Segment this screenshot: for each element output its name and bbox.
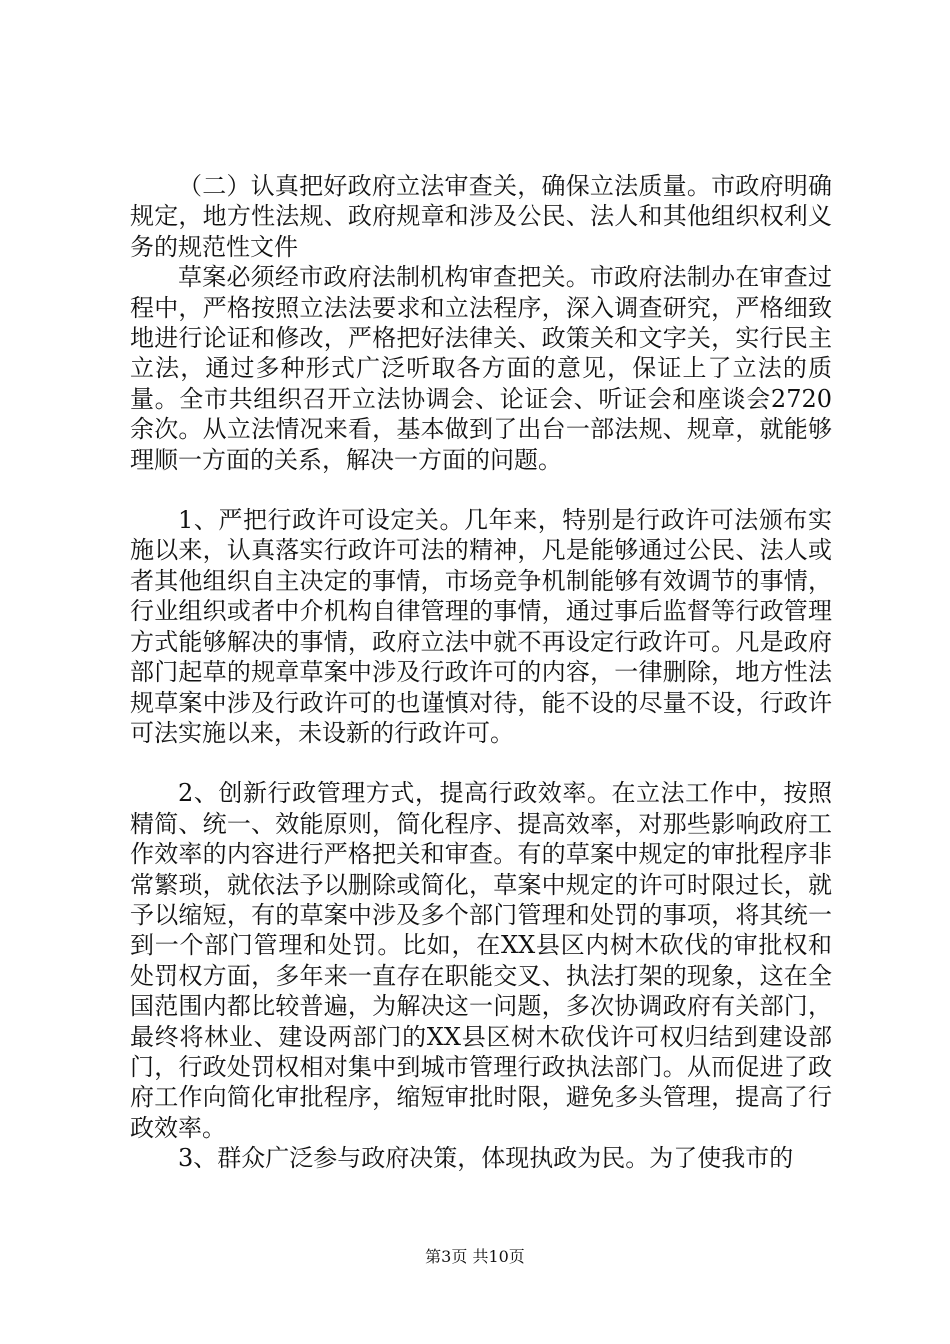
body-text xyxy=(130,171,832,1174)
paragraph-item-2: 2、创新行政管理方式，提高行政效率。在立法工作中，按照精简、统一、效能原则，简化程序、提高效率，对那些影响政府工作效率的内容进行严格把关和审查。有的草案中规定的审批程序非常繁琐，就依法予以删除或简化，草案中规定的许可时限过长，就予以缩短，有的草案中涉及多个部门管理和处罚的事项，将其统一到一个部门管理和处罚。比如，在XX县区内树木砍伐的审批权和处罚权方面，多年来一直存在职能交叉、执法打架的现象，这在全国范围内都比较普遍，为解决这一问题，多次协调政府有关部门，最终将林业、建设两部门的XX县区树木砍伐许可权归结到建设部门，行政处罚权相对集中到城市管理行政执法部门。从而促进了政府工作向简化审批程序，缩短审批时限，避免多头管理，提高了行政效率。 xyxy=(130,779,832,1142)
paragraph-review-process: 草案必须经市政府法制机构审查把关。市政府法制办在审查过程中，严格按照立法法要求和立法程序，深入调查研究，严格细致地进行论证和修改，严格把好法律关、政策关和文字关，实行民主立法，通过多种形式广泛听取各方面的意见，保证上了立法的质量。全市共组织召开立法协调会、论证会、听证会和座谈会2720余次。从立法情况来看，基本做到了出台一部法规、规章，就能够理顺一方面的关系，解决一方面的问题。 xyxy=(130,263,832,474)
paragraph-item-1: 1、严把行政许可设定关。几年来，特别是行政许可法颁布实施以来，认真落实行政许可法的精神，凡是能够通过公民、法人或者其他组织自主决定的事情，市场竞争机制能够有效调节的事情，行业组织或者中介机构自律管理的事情，通过事后监督等行政管理方式能够解决的事情，政府立法中就不再设定行政许可。凡是政府部门起草的规章草案中涉及行政许可的内容，一律删除，地方性法规草案中涉及行政许可的也谨慎对待，能不设的尽量不设，行政许可法实施以来，未设新的行政许可。 xyxy=(130,506,832,747)
paragraph-item-3: 3、群众广泛参与政府决策，体现执政为民。为了使我市的 xyxy=(178,1144,794,1173)
paragraph-section-heading: （二）认真把好政府立法审查关，确保立法质量。市政府明确规定，地方性法规、政府规章和涉及公民、法人和其他组织权利义务的规范性文件 xyxy=(130,172,832,261)
page-footer: 第3页 共10页 xyxy=(425,1247,525,1266)
